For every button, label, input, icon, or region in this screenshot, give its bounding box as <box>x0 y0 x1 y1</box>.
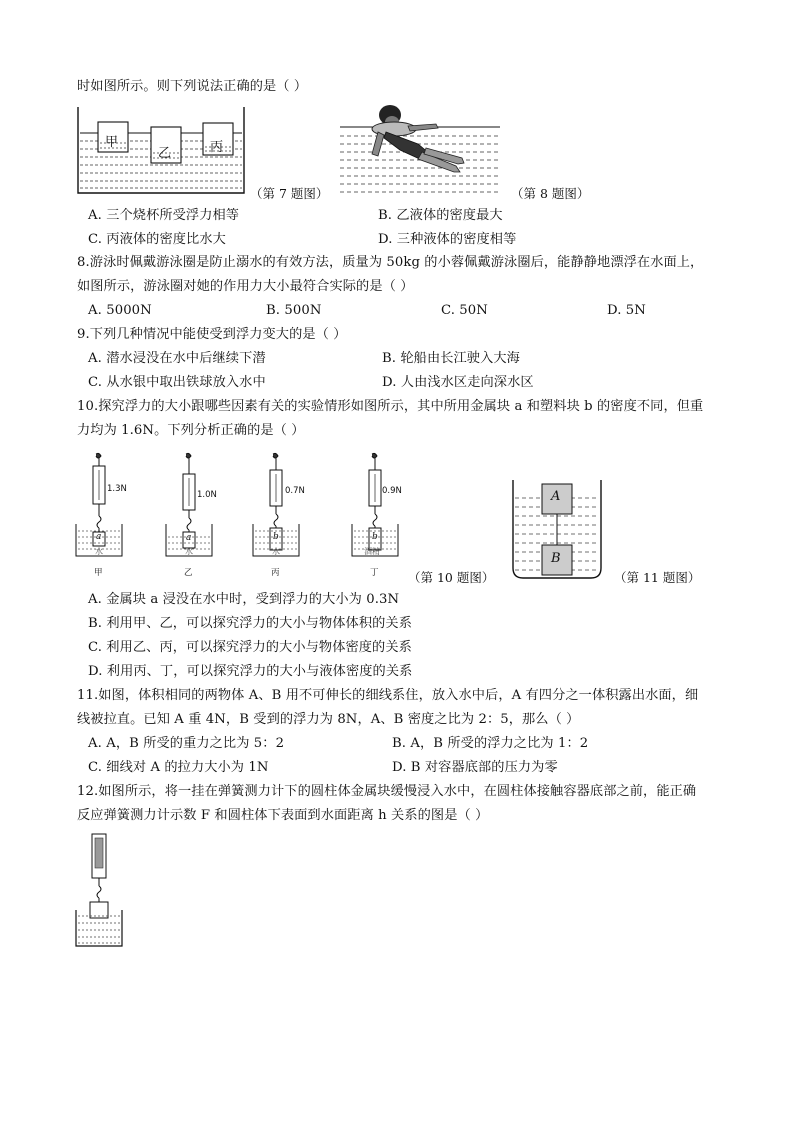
setup-label-jia: 甲 <box>94 568 103 578</box>
q11-option-c: C. 细线对 A 的拉力大小为 1N <box>88 760 269 775</box>
q7-option-c: C. 丙液体的密度比水大 <box>88 232 226 247</box>
q10-stem-line1: 10.探究浮力的大小跟哪些因素有关的实验情形如图所示，其中所用金属块 a 和塑料块 b 的密度不同，但重 <box>77 399 704 414</box>
liquid-label-ding: 酒精 <box>364 547 380 556</box>
q11-stem-line1: 11.如图，体积相同的两物体 A、B 用不可伸长的细线系住，放入水中后，A 有四分之一体积露出水面，细 <box>77 688 699 703</box>
q9-option-a: A. 潜水浸没在水中后继续下潜 <box>88 351 266 366</box>
q12-stem-line2: 反应弹簧测力计示数 F 和圆柱体下表面到水面距离 h 关系的图是（ ） <box>77 808 489 823</box>
q10-caption: （第 10 题图） <box>408 570 495 585</box>
q9-option-b: B. 轮船由长江驶入大海 <box>382 351 520 366</box>
block-label-bing: b <box>273 532 279 542</box>
q11-option-a: A. A，B 所受的重力之比为 5：2 <box>88 736 285 751</box>
q8-stem-line1: 8.游泳时佩戴游泳圈是防止溺水的有效方法，质量为 50kg 的小蓉佩戴游泳圈后，能静静地漂浮在水面上， <box>77 255 704 270</box>
reading-bing: 0.7N <box>285 486 305 496</box>
q11-caption: （第 11 题图） <box>614 570 701 585</box>
q8-caption: （第 8 题图） <box>511 186 590 201</box>
q11-option-d: D. B 对容器底部的压力为零 <box>392 760 558 775</box>
q8-option-d: D. 5N <box>607 303 646 318</box>
q9-option-d: D. 人由浅水区走向深水区 <box>382 375 534 390</box>
block-label-yi: a <box>186 533 192 543</box>
q8-figure <box>338 102 502 194</box>
q9-option-c: C. 从水银中取出铁球放入水中 <box>88 375 266 390</box>
q10-option-a: A. 金属块 a 浸没在水中时，受到浮力的大小为 0.3N <box>88 592 400 607</box>
q10-figure <box>74 452 414 580</box>
block-label-ding: b <box>372 532 378 542</box>
liquid-label-jia: 水 <box>95 547 103 556</box>
q8-option-a: A. 5000N <box>88 303 152 318</box>
beaker-label-bing: 丙 <box>210 140 224 155</box>
q7-option-d: D. 三种液体的密度相等 <box>378 232 517 247</box>
q12-stem-line1: 12.如图所示，将一挂在弹簧测力计下的圆柱体金属块缓慢浸入水中，在圆柱体接触容器底部之前，能正确 <box>77 784 697 799</box>
beaker-label-jia: 甲 <box>105 135 119 150</box>
q12-figure <box>74 832 126 950</box>
q11-block-b: B <box>551 551 561 566</box>
block-label-jia: a <box>96 532 102 542</box>
q9-stem: 9.下列几种情况中能使受到浮力变大的是（ ） <box>77 327 347 342</box>
reading-yi: 1.0N <box>197 490 217 500</box>
q7-option-b: B. 乙液体的密度最大 <box>378 208 503 223</box>
reading-ding: 0.9N <box>382 486 402 496</box>
q11-option-b: B. A，B 所受的浮力之比为 1：2 <box>392 736 589 751</box>
q11-stem-line2: 线被拉直。已知 A 重 4N，B 受到的浮力为 8N，A、B 密度之比为 2：5，那么（ ） <box>77 712 580 727</box>
q8-option-b: B. 500N <box>266 303 322 318</box>
q10-option-d: D. 利用丙、丁，可以探究浮力的大小与液体密度的关系 <box>88 664 413 679</box>
q7-stem: 时如图所示。则下列说法正确的是（ ） <box>77 79 308 94</box>
setup-label-bing: 丙 <box>271 568 280 578</box>
q10-stem-line2: 力均为 1.6N。下列分析正确的是（ ） <box>77 423 305 438</box>
q7-option-a: A. 三个烧杯所受浮力相等 <box>88 208 240 223</box>
liquid-label-bing: 水 <box>272 547 280 556</box>
q8-stem-line2: 如图所示，游泳圈对她的作用力大小最符合实际的是（ ） <box>77 279 414 294</box>
setup-label-ding: 丁 <box>370 568 379 578</box>
reading-jia: 1.3N <box>107 484 127 494</box>
q11-block-a: A <box>551 489 561 504</box>
beaker-label-yi: 乙 <box>158 146 172 161</box>
setup-label-yi: 乙 <box>184 568 193 578</box>
liquid-label-yi: 水 <box>185 547 193 556</box>
q10-option-b: B. 利用甲、乙，可以探究浮力的大小与物体体积的关系 <box>88 616 412 631</box>
q8-option-c: C. 50N <box>441 303 488 318</box>
q10-option-c: C. 利用乙、丙，可以探究浮力的大小与物体密度的关系 <box>88 640 412 655</box>
q7-caption: （第 7 题图） <box>250 186 329 201</box>
